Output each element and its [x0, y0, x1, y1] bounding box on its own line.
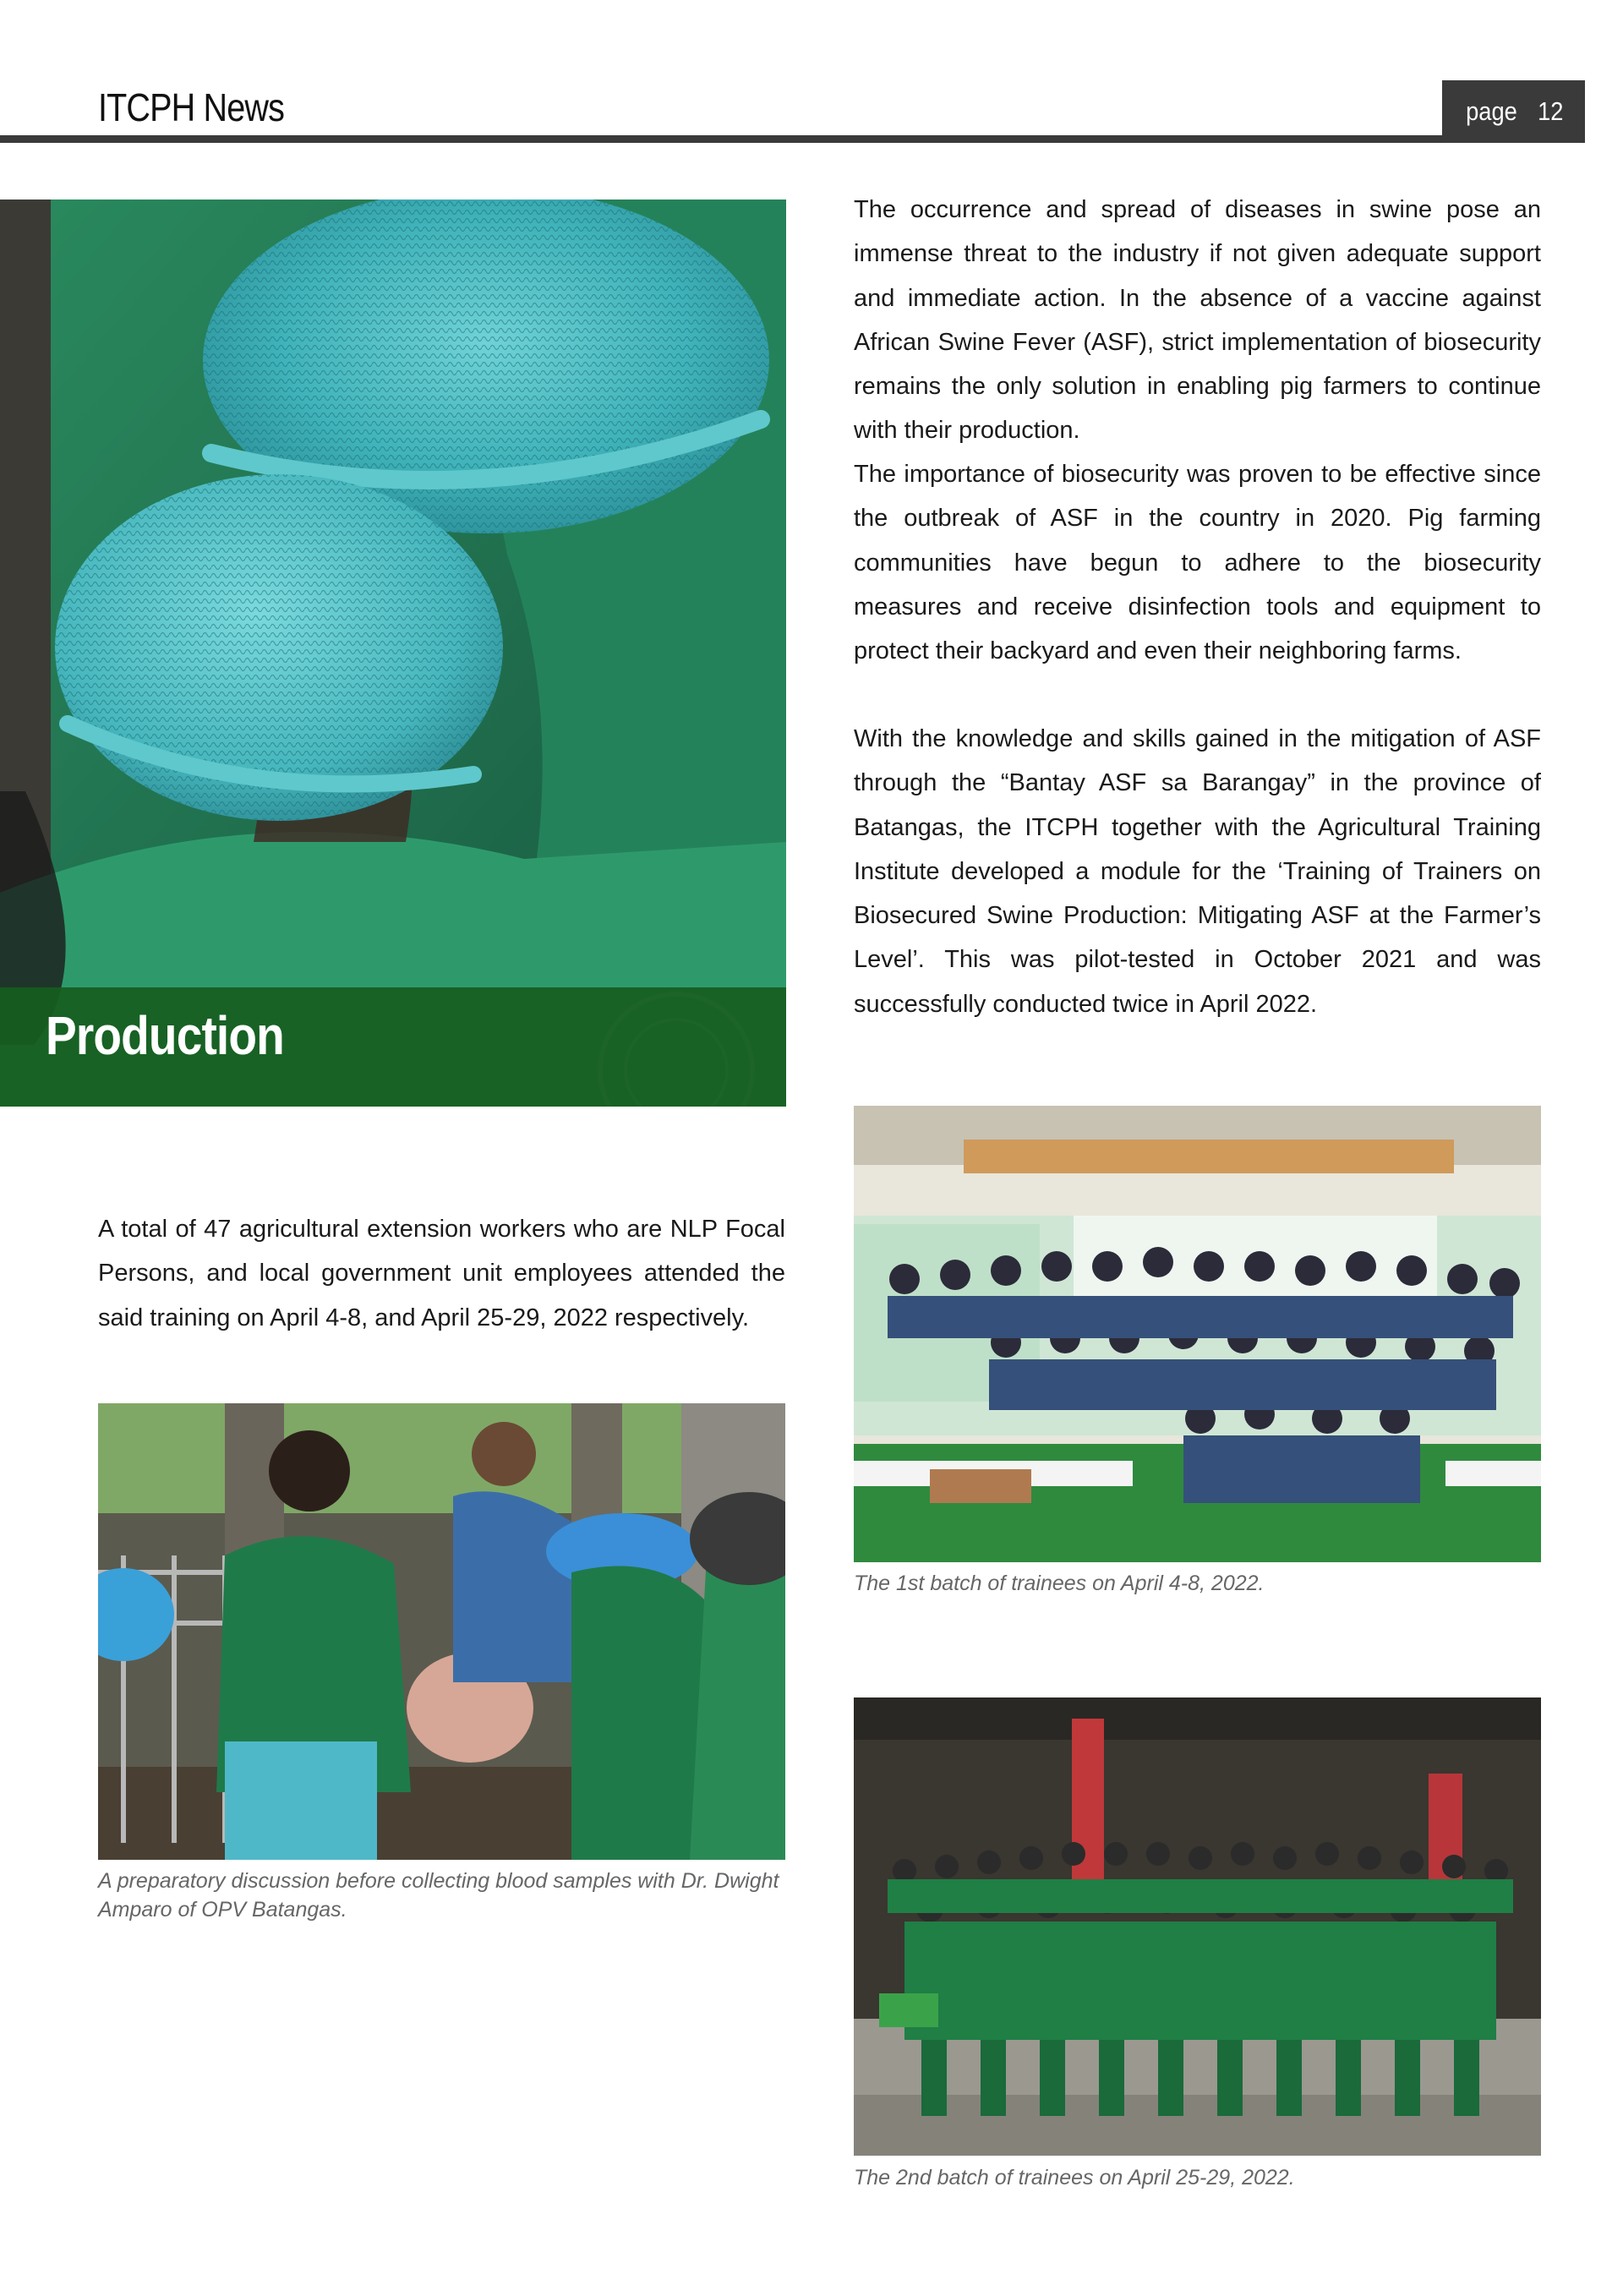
photo-second-batch-illustration [854, 1697, 1541, 2156]
photo-blood-sampling-illustration [98, 1403, 785, 1860]
photo-blood-sampling [98, 1403, 785, 1860]
article-paragraph-2: The importance of biosecurity was proven to be effective since the outbreak of ASF in the country in 2020. Pig farming communities have begun to adhere to the biosecurity measures and receive disinfection tools and equipment to protect their backyard and even their neighboring farms. [854, 461, 1541, 665]
photo-second-batch [854, 1697, 1541, 2156]
photo-caption-blood-sampling: A preparatory discussion before collecting blood samples with Dr. Dwight Amparo of OPV Batangas. [98, 1869, 779, 1922]
article-paragraph-3: With the knowledge and skills gained in the mitigation of ASF through the “Bantay ASF sa Barangay” in the province of Batangas, the ITCPH together with the Agricultural Training Institute developed a module for the ‘Training of Trainers on Biosecured Swine Production: Mitigating ASF at the Farmer’s Level’. This was pilot-tested in October 2021 and was successfully conducted twice in April 2022. [854, 725, 1541, 1018]
page-number: 12 [1537, 96, 1564, 126]
hero-photo-illustration [0, 200, 786, 1107]
article-paragraph-1: The occurrence and spread of diseases in swine pose an immense threat to the industry if not given adequate support and immediate action. In the absence of a vaccine against African Swine Fever (ASF), strict implementation of biosecurity remains the only solution in enabling pig farmers to continue with their production. [854, 196, 1541, 445]
hero-photo [0, 200, 786, 1107]
header-rule [0, 135, 1585, 143]
page-label: page [1465, 96, 1517, 126]
publication-title: ITCPH News [98, 85, 284, 129]
photo-caption-second-batch: The 2nd batch of trainees on April 25-29, 2022. [854, 2166, 1295, 2189]
section-title: Production [46, 1005, 284, 1066]
page-number-box [1442, 80, 1585, 143]
article-paragraph-4: A total of 47 agricultural extension workers who are NLP Focal Persons, and local government unit employees attended the said training on April 4-8, and April 25-29, 2022 respectively. [98, 1216, 785, 1331]
photo-caption-first-batch: The 1st batch of trainees on April 4-8, 2022. [854, 1572, 1265, 1595]
photo-first-batch [854, 1106, 1541, 1562]
photo-first-batch-illustration [854, 1106, 1541, 1562]
